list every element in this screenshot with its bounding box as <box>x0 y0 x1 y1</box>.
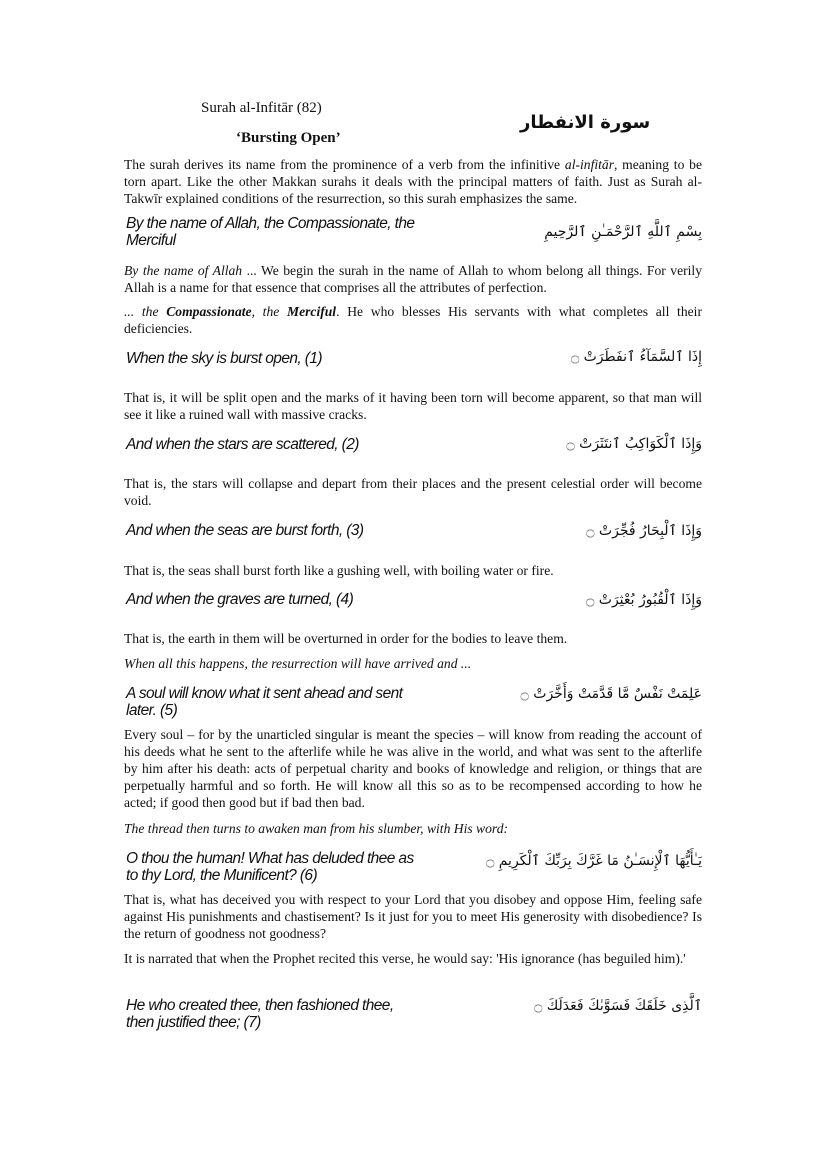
intro-term: al-infitār <box>564 157 614 172</box>
surah-subtitle: ‘Bursting Open’ <box>236 130 341 146</box>
arabic-verse-5: عَلِمَتْ نَفْسٌ مَّا قَدَّمَتْ وَأَخَّرَتْ ۝ <box>520 686 702 702</box>
commentary-verse-2: That is, the stars will collapse and depart from their places and the present celestial order will become void. <box>124 476 702 508</box>
verse-5: A soul will know what it sent ahead and sent later. (5) <box>126 685 403 719</box>
commentary-lead: ... the <box>124 304 167 319</box>
commentary-verse-4-note: When all this happens, the resurrection will have arrived and ... <box>124 656 472 671</box>
arabic-verse-6: يَـٰأَيُّهَا ٱلْإِنسَـٰنُ مَا غَرَّكَ بِرَبِّكَ ٱلْكَرِيمِ ۝ <box>486 853 702 869</box>
verse-1: When the sky is burst open, (1) <box>126 350 322 367</box>
commentary-verse-5-note: The thread then turns to awaken man from his slumber, with His word: <box>124 821 509 836</box>
commentary-text: ... We begin the surah in the name of Allah to whom belong all things. For verily Allah is a name for that essence that comprises all the attributes of perfection. <box>124 263 702 295</box>
arabic-verse-2: وَإِذَا ٱلْكَوَاكِبُ ٱنتَثَرَتْ ۝ <box>566 436 702 452</box>
verse-basmala: By the name of Allah, the Compassionate, the Merciful <box>126 215 415 249</box>
arabic-verse-4: وَإِذَا ٱلْقُبُورُ بُعْثِرَتْ ۝ <box>586 592 702 608</box>
surah-title: Surah al-Infitār (82) <box>201 100 322 116</box>
verse-2: And when the stars are scattered, (2) <box>126 436 359 453</box>
arabic-verse-1: إِذَا ٱلسَّمَآءُ ٱنفَطَرَتْ ۝ <box>570 349 702 365</box>
commentary-lead: By the name of Allah <box>124 263 243 278</box>
intro-text-2: , meaning to be torn apart. Like the other Makkan surahs it deals with the principal matters of faith. Just as Surah al-Takwīr explained conditions of the resurrection, so this surah emphasizes the same. <box>124 157 702 206</box>
intro-paragraph <box>124 156 702 207</box>
arabic-verse-basmala: بِسْمِ ٱللَّهِ ٱلرَّحْمَـٰنِ ٱلرَّحِيمِ <box>544 224 702 240</box>
verse-3: And when the seas are burst forth, (3) <box>126 522 364 539</box>
verse-6: O thou the human! What has deluded thee as to thy Lord, the Munificent? (6) <box>126 850 414 884</box>
verse-4: And when the graves are turned, (4) <box>126 591 354 608</box>
commentary-lead: , the <box>251 304 287 319</box>
commentary-verse-6-narration: It is narrated that when the Prophet recited this verse, he would say: 'His ignorance (has beguiled him).' <box>124 951 686 966</box>
intro-text-1: The surah derives its name from the prominence of a verb from the infinitive <box>124 157 565 172</box>
commentary-verse-3: That is, the seas shall burst forth like a gushing well, with boiling water or fire. <box>124 563 554 578</box>
verse-7: He who created thee, then fashioned thee, then justified thee; (7) <box>126 997 394 1031</box>
arabic-verse-7: ٱلَّذِى خَلَقَكَ فَسَوَّىٰكَ فَعَدَلَكَ ۝ <box>534 998 702 1014</box>
commentary-basmala-2 <box>124 303 702 337</box>
commentary-lead-bold: Compassionate <box>166 304 252 319</box>
arabic-surah-title: سورة الانفطار <box>520 112 651 133</box>
commentary-verse-1: That is, it will be split open and the marks of it having been torn will become apparent, so that man will see it like a ruined wall with massive cracks. <box>124 390 702 422</box>
commentary-verse-6: That is, what has deceived you with respect to your Lord that you disobey and oppose Him, feeling safe against His punishments and chastisement? Is it just for you to meet His generosity with disobedience? Is the return of goodness not goodness? <box>124 892 702 941</box>
commentary-verse-5: Every soul – for by the unarticled singular is meant the species – will know from reading the account of his deeds what he sent to the afterlife while he was alive in the world, and what was sent to the afterlife by him after his death: acts of perpetual charity and books of knowledge and religion, or things that are perpetually harmful and so forth. He will know all this so as to be recompensed according to how he acted; if good then good but if bad then bad. <box>124 727 702 810</box>
commentary-verse-4: That is, the earth in them will be overturned in order for the bodies to leave them. <box>124 631 568 646</box>
commentary-basmala-1 <box>124 262 702 296</box>
commentary-lead-bold: Merciful <box>287 304 337 319</box>
commentary-text: . He who blesses His servants with what completes all their deficiencies. <box>124 304 702 336</box>
arabic-verse-3: وَإِذَا ٱلْبِحَارُ فُجِّرَتْ ۝ <box>586 523 702 539</box>
